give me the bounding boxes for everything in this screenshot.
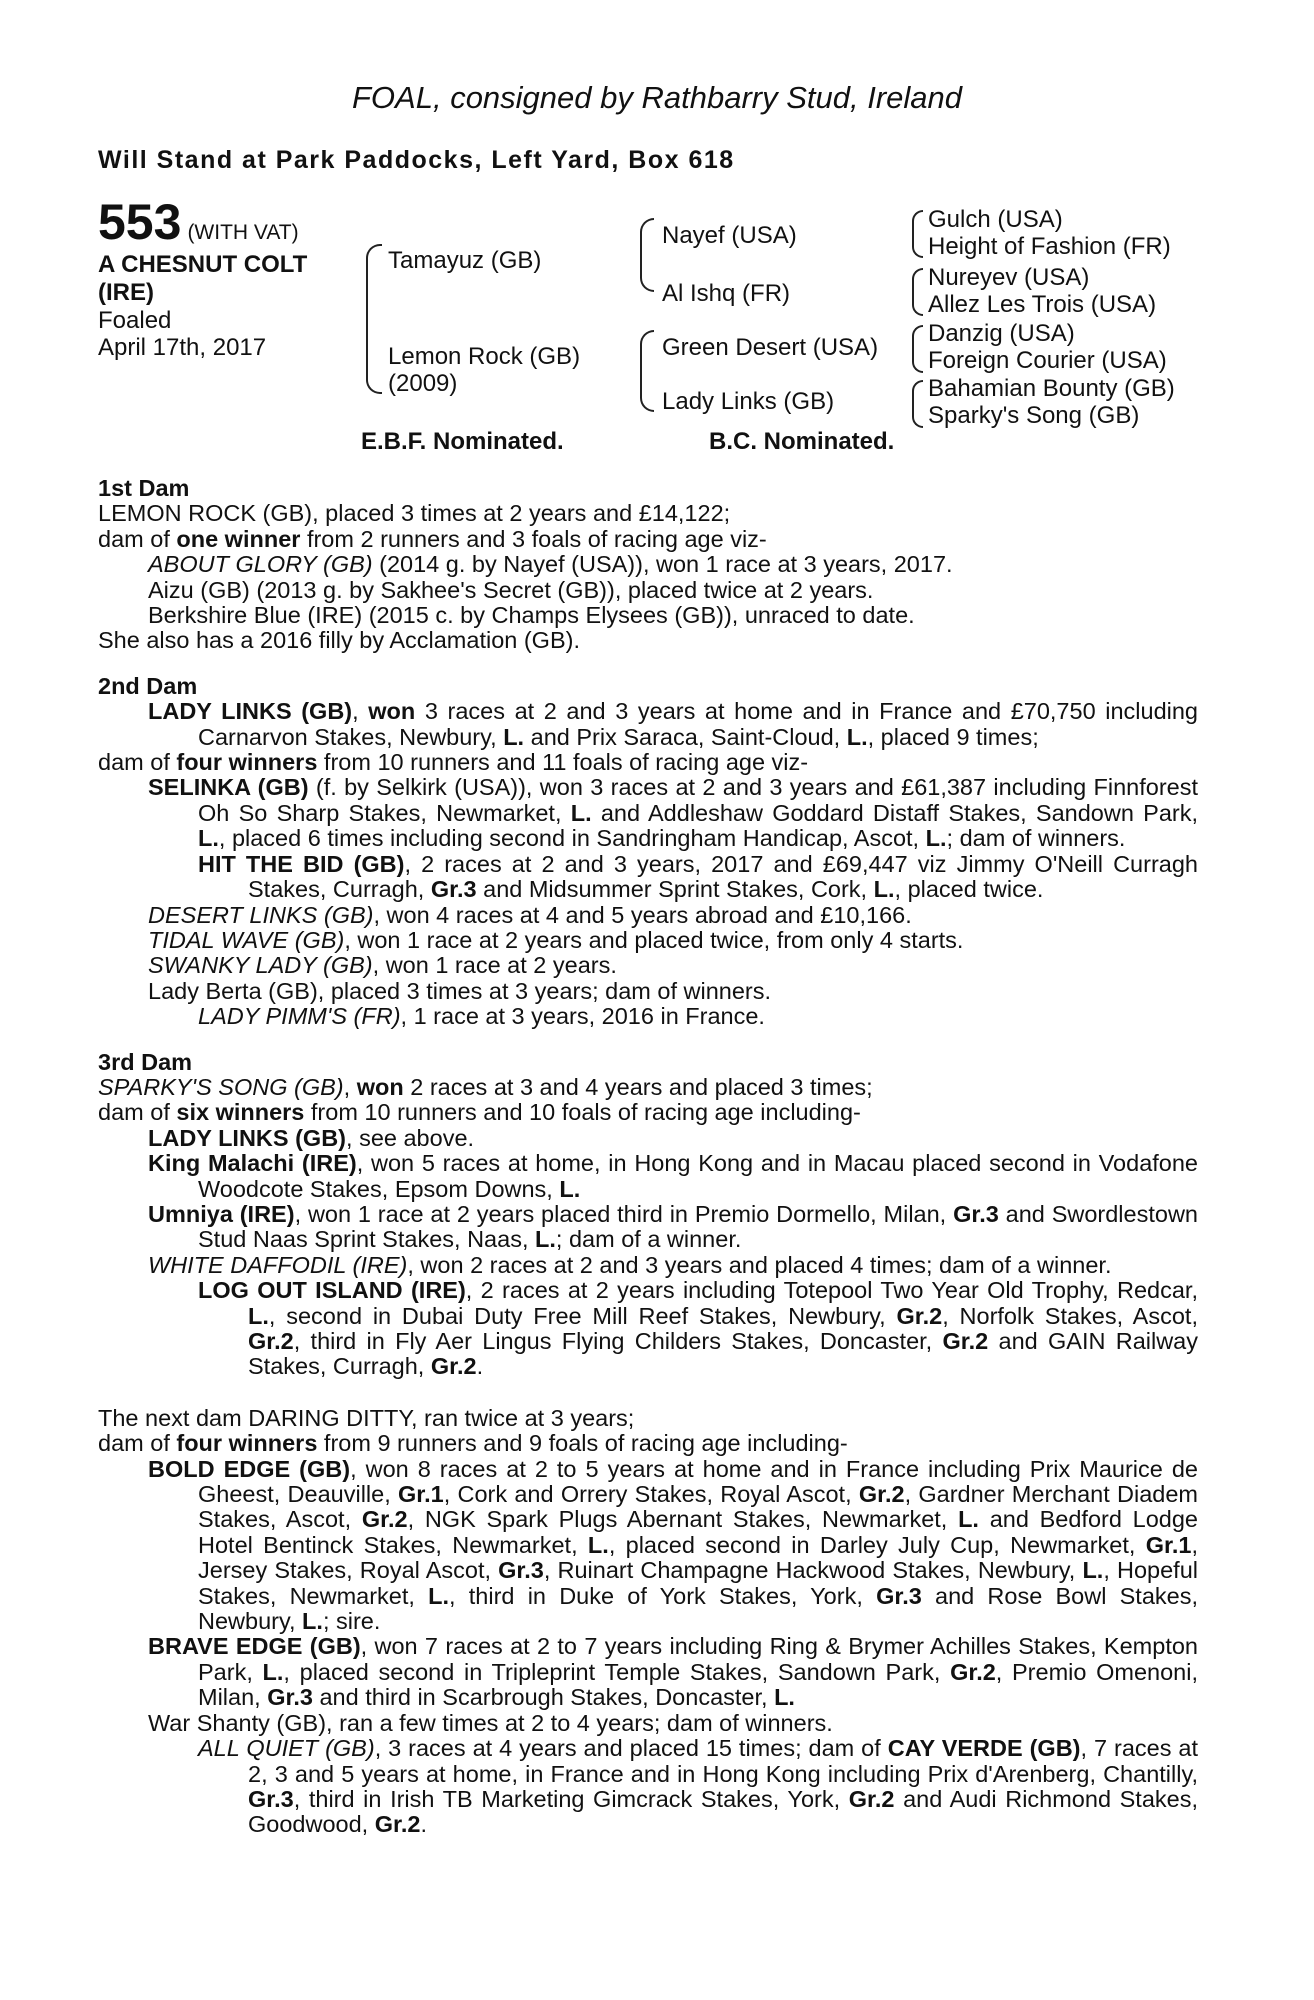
third-dam-line: SPARKY'S SONG (GB), won 2 races at 3 and 4 years and placed 3 times; xyxy=(98,1073,873,1100)
pedigree-g3: Nureyev (USA) xyxy=(928,264,1090,291)
produce-entry: Berkshire Blue (IRE) (2015 c. by Champs Elysees (GB)), unraced to date. xyxy=(148,602,915,629)
first-dam-heading: 1st Dam xyxy=(98,475,190,501)
pedigree-g4: Allez Les Trois (USA) xyxy=(928,291,1157,318)
location-line: Will Stand at Park Paddocks, Left Yard, Box 618 xyxy=(98,146,735,174)
produce-entry: SWANKY LADY (GB), won 1 race at 2 years. xyxy=(148,952,617,979)
second-dam-line: LADY LINKS (GB), won 3 races at 2 and 3 years at home and in France and £70,750 including Carnarvon Stakes, Newbury, L. and Prix Saraca, Saint-Cloud, L., placed 9 times; xyxy=(148,698,1198,750)
first-dam-line: LEMON ROCK (GB), placed 3 times at 2 years and £14,122; xyxy=(98,500,731,527)
pedigree-dam: Lemon Rock (GB) xyxy=(388,343,581,370)
produce-entry: SELINKA (GB) (f. by Selkirk (USA)), won 3 races at 2 and 3 years and £61,387 including Finnforest Oh So Sharp Stakes, Newmarket, L. and Addleshaw Goddard Distaff Stakes, Sandown Park, L., placed 6 times including second in Sandringham Handicap, Ascot, L.; dam of winners. xyxy=(148,774,1199,852)
pedigree-g1: Gulch (USA) xyxy=(928,206,1063,233)
foaled-date: April 17th, 2017 xyxy=(98,334,267,361)
third-dam-produce-summary: dam of six winners from 10 runners and 10 foals of racing age including- xyxy=(98,1099,861,1126)
produce-entry: King Malachi (IRE), won 5 races at home, in Hong Kong and in Macau placed second in Vodafone Woodcote Stakes, Epsom Downs, L. xyxy=(148,1150,1198,1202)
produce-record xyxy=(98,476,1198,1838)
pedigree-g6: Foreign Courier (USA) xyxy=(928,347,1167,374)
pedigree-g5: Danzig (USA) xyxy=(928,320,1075,347)
next-dam-line: The next dam DARING DITTY, ran twice at 3 years; xyxy=(98,1404,635,1431)
consignment-line: FOAL, consigned by Rathbarry Stud, Ireland xyxy=(352,80,962,115)
produce-entry: DESERT LINKS (GB), won 4 races at 4 and 5 years abroad and £10,166. xyxy=(148,901,912,928)
pedigree-sire-dam: Al Ishq (FR) xyxy=(662,280,791,307)
produce-entry: ABOUT GLORY (GB) (2014 g. by Nayef (USA)), won 1 race at 3 years, 2017. xyxy=(148,551,953,578)
lot-block xyxy=(98,194,308,361)
pedigree-bracket-6 xyxy=(912,325,923,373)
produce-entry: War Shanty (GB), ran a few times at 2 to 4 years; dam of winners. xyxy=(148,1709,833,1736)
produce-entry: LADY LINKS (GB), see above. xyxy=(148,1124,475,1151)
foaled-label: Foaled xyxy=(98,307,172,334)
lot-description: A CHESNUT COLT xyxy=(98,251,308,278)
ebf-nominated: E.B.F. Nominated. xyxy=(361,428,564,455)
pedigree-bracket-7 xyxy=(912,380,923,428)
produce-entry: Aizu (GB) (2013 g. by Sakhee's Secret (GB)), placed twice at 2 years. xyxy=(148,576,874,603)
pedigree-bracket-2 xyxy=(640,218,654,292)
produce-entry: HIT THE BID (GB), 2 races at 2 and 3 years, 2017 and £69,447 viz Jimmy O'Neill Curragh Stakes, Curragh, Gr.3 and Midsummer Sprint Stakes, Cork, L., placed twice. xyxy=(198,850,1198,903)
produce-entry: LADY PIMM'S (FR), 1 race at 3 years, 2016 in France. xyxy=(198,1003,765,1030)
pedigree-bracket-1 xyxy=(366,244,382,394)
pedigree-dam-dam: Lady Links (GB) xyxy=(662,388,835,415)
produce-entry: BOLD EDGE (GB), won 8 races at 2 to 5 years at home and in France including Prix Maurice de Gheest, Deauville, Gr.1, Cork and Orrery Stakes, Royal Ascot, Gr.2, Gardner Merchant Diadem Stakes, Ascot, Gr.2, NGK Spark Plugs Abernant Stakes, Newmarket, L. and Bedford Lodge Hotel Bentinck Stakes, Newmarket, L., placed second in Darley July Cup, Newmarket, Gr.1, Jersey Stakes, Royal Ascot, Gr.3, Ruinart Champagne Hackwood Stakes, Newbury, L., Hopeful Stakes, Newmarket, L., third in Duke of York Stakes, York, Gr.3 and Rose Bowl Stakes, Newbury, L.; sire. xyxy=(148,1455,1199,1635)
vat-note: (WITH VAT) xyxy=(187,221,299,244)
produce-note: She also has a 2016 filly by Acclamation (GB). xyxy=(98,627,580,654)
pedigree-dam-sire: Green Desert (USA) xyxy=(662,334,879,361)
pedigree-sire-sire: Nayef (USA) xyxy=(662,222,797,249)
lot-description-country: (IRE) xyxy=(98,279,154,306)
produce-entry: Lady Berta (GB), placed 3 times at 3 years; dam of winners. xyxy=(148,977,772,1004)
bc-nominated: B.C. Nominated. xyxy=(709,428,895,455)
second-dam-heading: 2nd Dam xyxy=(98,672,198,699)
next-dam-produce-summary: dam of four winners from 9 runners and 9 foals of racing age including- xyxy=(98,1430,848,1457)
produce-entry: BRAVE EDGE (GB), won 7 races at 2 to 7 years including Ring & Brymer Achilles Stakes, Kempton Park, L., placed second in Tripleprint Temple Stakes, Sandown Park, Gr.2, Premio Omenoni, Milan, Gr.3 and third in Scarbrough Stakes, Doncaster, L. xyxy=(148,1633,1198,1711)
produce-entry: Umniya (IRE), won 1 race at 2 years placed third in Premio Dormello, Milan, Gr.3 and Swordlestown Stud Naas Sprint Stakes, Naas, L.; dam of a winner. xyxy=(148,1200,1198,1253)
pedigree-g7: Bahamian Bounty (GB) xyxy=(928,375,1175,402)
third-dam-heading: 3rd Dam xyxy=(98,1048,193,1075)
produce-entry: ALL QUIET (GB), 3 races at 4 years and placed 15 times; dam of CAY VERDE (GB), 7 races at 2, 3 and 5 years at home, in France and in Hong Kong including Prix d'Arenberg, Chantilly, Gr.3, third in Irish TB Marketing Gimcrack Stakes, York, Gr.2 and Audi Richmond Stakes, Goodwood, Gr.2. xyxy=(198,1735,1198,1838)
second-dam-produce-summary: dam of four winners from 10 runners and 11 foals of racing age viz- xyxy=(98,749,809,776)
pedigree-g2: Height of Fashion (FR) xyxy=(928,233,1171,260)
pedigree-bracket-5 xyxy=(912,268,923,316)
produce-entry: WHITE DAFFODIL (IRE), won 2 races at 2 and 3 years and placed 4 times; dam of a winner. xyxy=(148,1251,1112,1278)
first-dam-produce-summary: dam of one winner from 2 runners and 3 foals of racing age viz- xyxy=(98,525,767,552)
pedigree-bracket-4 xyxy=(912,210,923,258)
pedigree-g8: Sparky's Song (GB) xyxy=(928,402,1140,429)
pedigree-dam-year: (2009) xyxy=(388,370,458,397)
pedigree-bracket-3 xyxy=(640,330,654,412)
produce-entry: TIDAL WAVE (GB), won 1 race at 2 years and placed twice, from only 4 starts. xyxy=(148,926,964,953)
lot-number: 553 xyxy=(98,194,182,250)
produce-entry: LOG OUT ISLAND (IRE), 2 races at 2 years including Totepool Two Year Old Trophy, Redcar, L., second in Dubai Duty Free Mill Reef Stakes, Newbury, Gr.2, Norfolk Stakes, Ascot, Gr.2, third in Fly Aer Lingus Flying Childers Stakes, Doncaster, Gr.2 and GAIN Railway Stakes, Curragh, Gr.2. xyxy=(198,1277,1199,1380)
pedigree-sire: Tamayuz (GB) xyxy=(388,247,542,274)
